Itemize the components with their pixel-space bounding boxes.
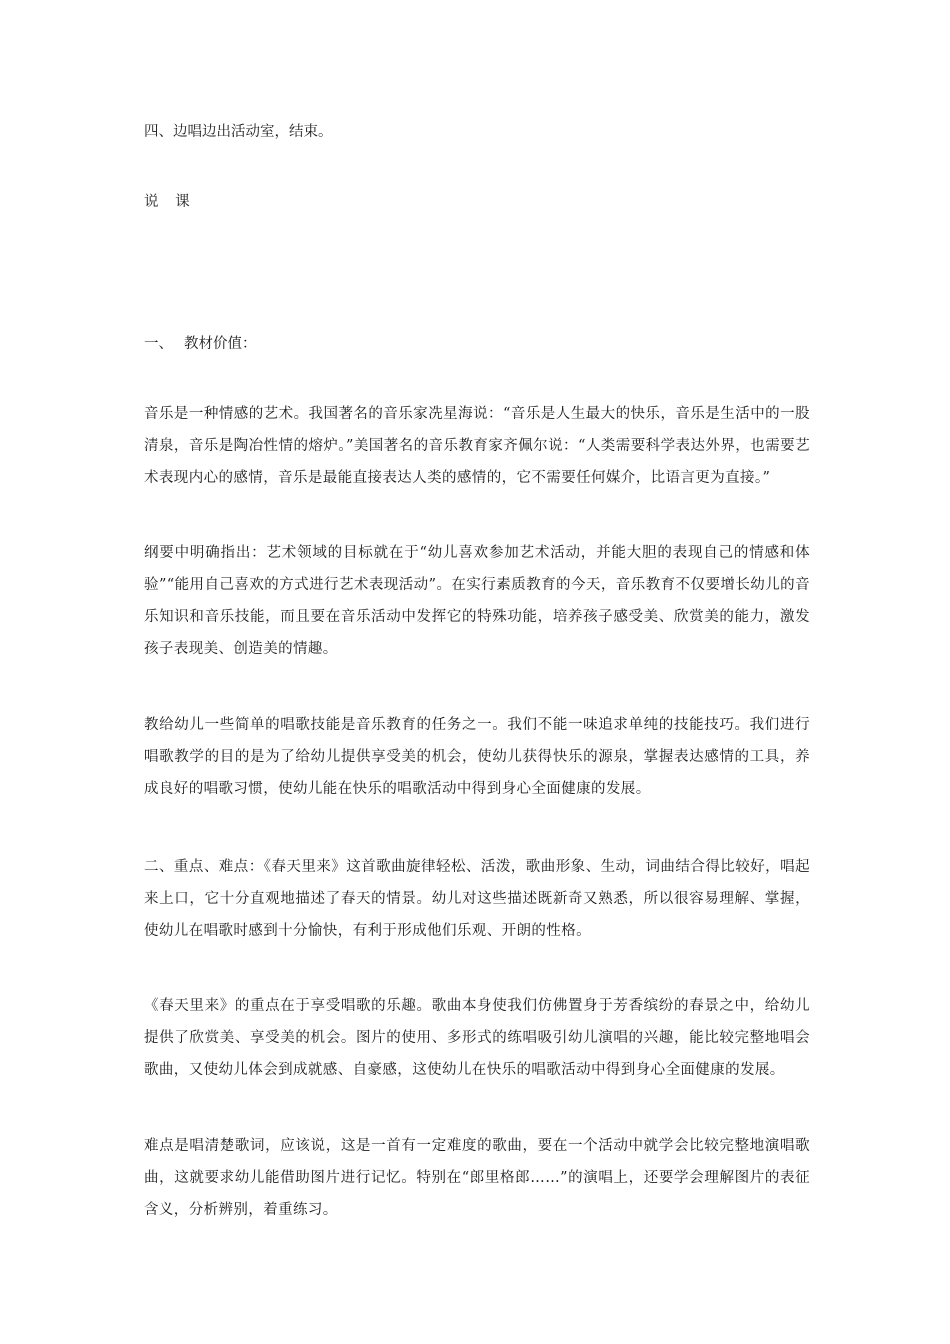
paragraph-focus: 《春天里来》的重点在于享受唱歌的乐趣。歌曲本身使我们仿佛置身于芳香缤纷的春景之中，给幼儿提供了欣赏美、享受美的机会。图片的使用、多形式的练唱吸引幼儿演唱的兴趣，能比较完整地唱会歌曲，又使幼儿体会到成就感、自豪感，这使幼儿在快乐的唱歌活动中得到身心全面健康的发展。	[144, 998, 810, 1078]
paragraph-singing-skills: 教给幼儿一些简单的唱歌技能是音乐教育的任务之一。我们不能一味追求单纯的技能技巧。我们进行唱歌教学的目的是为了给幼儿提供享受美的机会，使幼儿获得快乐的源泉，掌握表达感情的工具，养成良好的唱歌习惯，使幼儿能在快乐的唱歌活动中得到身心全面健康的发展。	[144, 717, 810, 797]
paragraph-difficulty: 难点是唱清楚歌词，应该说，这是一首有一定难度的歌曲，要在一个活动中就学会比较完整地演唱歌曲，这就要求幼儿能借助图片进行记忆。特别在“郎里格郎……”的演唱上，还要学会理解图片的表征含义，分析辨别，着重练习。	[144, 1138, 810, 1218]
section-title: 说 课	[144, 194, 196, 210]
closing-step: 四、边唱边出活动室，结束。	[144, 124, 333, 140]
part-one-number: 一、	[144, 336, 173, 352]
paragraph-music-emotion: 音乐是一种情感的艺术。我国著名的音乐家冼星海说：“音乐是人生最大的快乐，音乐是生活中的一股清泉，音乐是陶冶性情的熔炉。”美国著名的音乐教育家齐佩尔说：“人类需要科学表达外界，也需要艺术表现内心的感情，音乐是最能直接表达人类的感情的，它不需要任何媒介，比语言更为直接。”	[144, 406, 810, 486]
paragraph-guideline: 纲要中明确指出：艺术领域的目标就在于“幼儿喜欢参加艺术活动，并能大胆的表现自己的情感和体验”“能用自己喜欢的方式进行艺术表现活动”。在实行素质教育的今天，音乐教育不仅要增长幼儿的音乐知识和音乐技能，而且要在音乐活动中发挥它的特殊功能，培养孩子感受美、欣赏美的能力，激发孩子表现美、创造美的情趣。	[144, 545, 810, 657]
paragraph-key-points: 二、重点、难点：《春天里来》这首歌曲旋律轻松、活泼，歌曲形象、生动，词曲结合得比较好，唱起来上口，它十分直观地描述了春天的情景。幼儿对这些描述既新奇又熟悉，所以很容易理解、掌握，使幼儿在唱歌时感到十分愉快，有利于形成他们乐观、开朗的性格。	[144, 859, 810, 939]
part-one-heading	[144, 334, 810, 354]
part-one-title: 教材价值：	[184, 336, 257, 352]
